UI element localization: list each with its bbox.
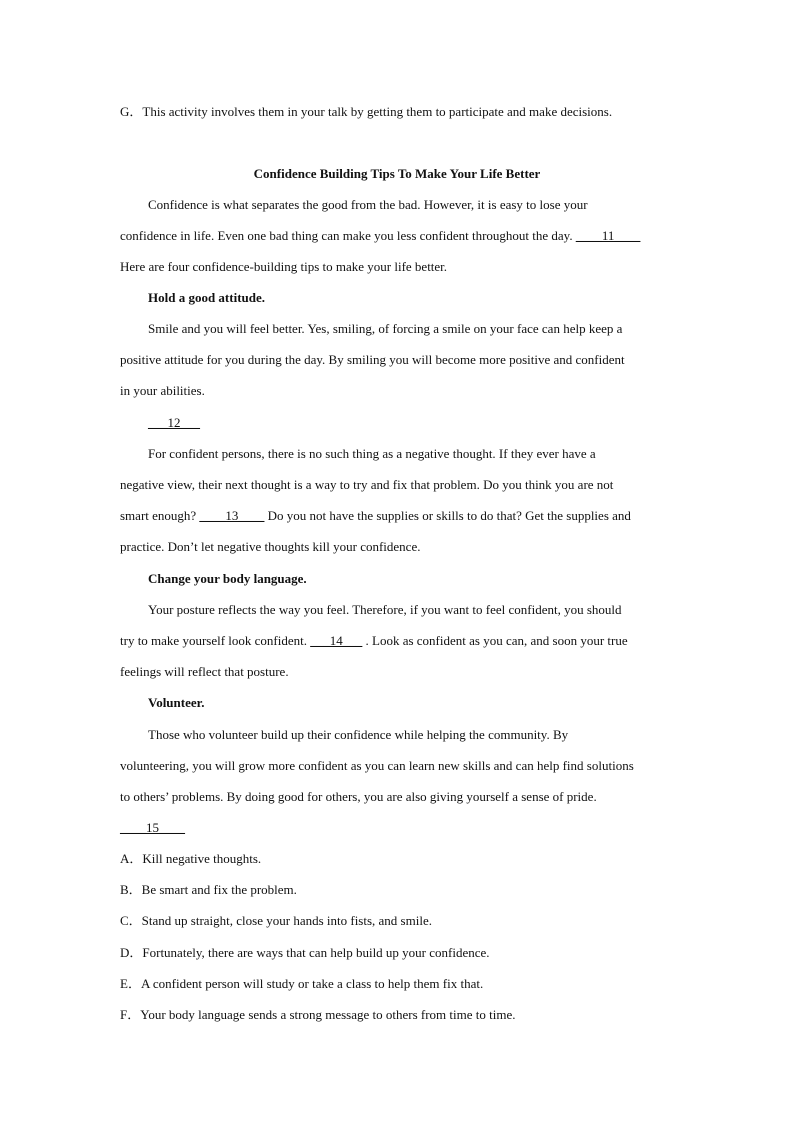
blank-14: ___14___: [310, 633, 363, 648]
option-f: F．Your body language sends a strong message to others from time to time.: [120, 1007, 516, 1022]
blank-11: ____11____: [575, 228, 641, 243]
option-b: B．Be smart and fix the problem.: [120, 882, 297, 897]
para1-line1: Confidence is what separates the good from the bad. However, it is easy to lose your: [148, 197, 588, 212]
para4-line1: Your posture reflects the way you feel. Therefore, if you want to feel confident, you should: [148, 602, 622, 617]
option-c: C．Stand up straight, close your hands into fists, and smile.: [120, 913, 432, 928]
blank-15: ____15____: [120, 820, 185, 835]
option-d: D．Fortunately, there are ways that can help build up your confidence.: [120, 945, 490, 960]
para5-line3: to others’ problems. By doing good for others, you are also giving yourself a sense of pride.: [120, 789, 597, 804]
para5-line1: Those who volunteer build up their confidence while helping the community. By: [148, 727, 569, 742]
para3-line1: For confident persons, there is no such thing as a negative thought. If they ever have a: [148, 446, 596, 461]
heading-volunteer: Volunteer.: [148, 695, 205, 710]
para2-line2: positive attitude for you during the day. By smiling you will become more positive and confident: [120, 352, 625, 367]
heading-hold-attitude: Hold a good attitude.: [148, 290, 266, 305]
para5-line2: volunteering, you will grow more confident as you can learn new skills and can help find solutions: [120, 758, 634, 773]
para3-line4: practice. Don’t let negative thoughts kill your confidence.: [120, 539, 421, 554]
para1-line3: Here are four confidence-building tips to make your life better.: [120, 259, 448, 274]
para3-line3: [120, 507, 631, 525]
blank-13: ____13____: [199, 508, 265, 523]
para3-line3-post: Do you not have the supplies or skills to do that? Get the supplies and: [264, 508, 631, 523]
para4-line2-pre: try to make yourself look confident.: [120, 633, 311, 648]
para4-line2: [120, 632, 628, 650]
para2-line3: in your abilities.: [120, 383, 205, 398]
para4-line3: feelings will reflect that posture.: [120, 664, 289, 679]
option-g: G．This activity involves them in your talk by getting them to participate and make decisions.: [120, 104, 613, 119]
para1-line2: [120, 227, 640, 245]
para3-line2: negative view, their next thought is a way to try and fix that problem. Do you think you are not: [120, 477, 614, 492]
para2-line1: Smile and you will feel better. Yes, smiling, of forcing a smile on your face can help keep a: [148, 321, 623, 336]
heading-body-language: Change your body language.: [148, 571, 307, 586]
blank-12: ___12___: [148, 415, 200, 430]
para4-line2-post: . Look as confident as you can, and soon your true: [362, 633, 628, 648]
para3-line3-pre: smart enough?: [120, 508, 200, 523]
option-e: E．A confident person will study or take a class to help them fix that.: [120, 976, 484, 991]
para1-line2-text: confidence in life. Even one bad thing can make you less confident throughout the day.: [120, 228, 576, 243]
option-a: A．Kill negative thoughts.: [120, 851, 262, 866]
passage-title: Confidence Building Tips To Make Your Life Better: [253, 166, 541, 181]
